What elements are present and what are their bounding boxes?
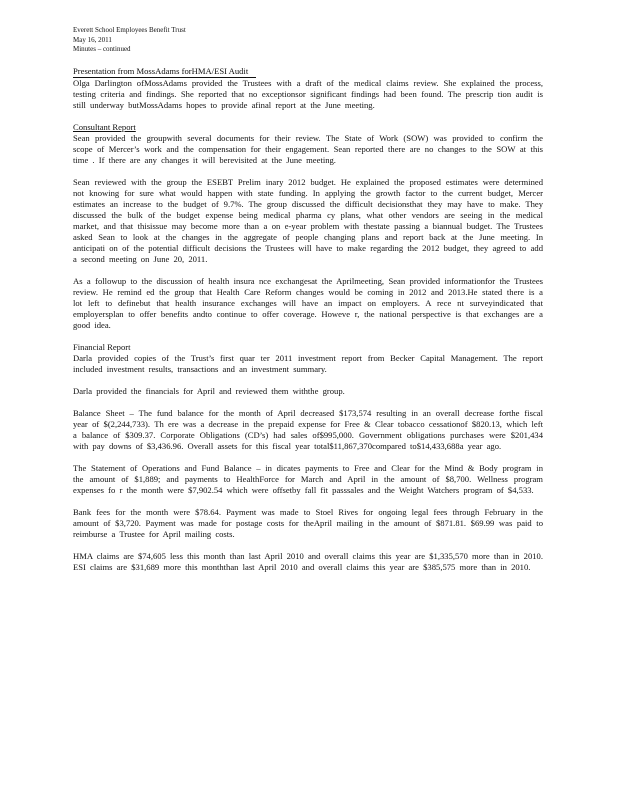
section-title-financial: Financial Report: [73, 341, 131, 352]
document-page: [73, 26, 543, 573]
section-audit-presentation: [73, 66, 543, 111]
header-date: May 16, 2011: [73, 35, 112, 44]
paragraph: Darla provided copies of the Trust’s first quar ter 2011 investment report from Becker Capital Management. The report included investment results, transactions and an investment summary.: [73, 352, 543, 374]
paragraph: The Statement of Operations and Fund Balance – in dicates payments to Free and Clear for the Mind & Body program in the amount of $1,889; and payments to HealthForce for March and April in the amount of $8,700. Wellness program expenses fo r the month were $7,902.54 which were offsetby fall fit passsales and the Weight Watchers program of $4,533.: [73, 462, 543, 495]
paragraph: Olga Darlington ofMossAdams provided the Trustees with a draft of the medical claims review. She explained the process, testing criteria and findings. She reported that no exceptionsor significant findings had been found. The prescrip tion audit is still underway butMossAdams hopes to provide afinal report at the June meeting.: [73, 77, 543, 110]
section-financial-report: [73, 342, 543, 573]
header-minutes-continued: Minutes – continued: [73, 45, 131, 53]
section-consultant-report: [73, 122, 543, 331]
section-title-consultant: Consultant Report: [73, 121, 136, 132]
paragraph: Sean reviewed with the group the ESEBT Prelim inary 2012 budget. He explained the proposed estimates were determined not knowing for sure what would happen with state funding. In applying the growth factor to the current budget, Mercer estimates an increase to the budget of 9.7%. The group discussed the difficult decisionsthat they may have to make. They discussed the bulk of the budget expense being medical pharma cy plans, what other vendors are seeing in the medical market, and that thisissue may become more than a on e-year problem with thestate passing a biannual budget. The Trustees asked Sean to look at the changes in the aggregate of people changing plans and report back at the June meeting. In anticipati on of the potential difficult decisions the Trustees will have to make regarding the 2012 budget, they agreed to add a second meeting on June 20, 2011.: [73, 176, 543, 264]
paragraph: Bank fees for the month were $78.64. Payment was made to Stoel Rives for ongoing legal fees through February in the amount of $3,720. Payment was made for postage costs for theApril mailing in the amount of $871.81. $69.99 was paid to reimburse a Trustee for April mailing costs.: [73, 506, 543, 539]
document-header: [73, 26, 543, 55]
paragraph: Balance Sheet – The fund balance for the month of April decreased $173,574 resulting in an overall decrease forthe fiscal year of $(2,244,733). Th ere was a decrease in the prepaid expense for Free & Clear tobacco cessationof $820.13, which left a balance of $309.37. Corporate Obligations (CD’s) had sales of$995,000. Government obligations purchases were $201,434 with pay downs of $3,436.96. Overall assets for this fiscal year total$11,867,370compared to$14,433,688a year ago.: [73, 407, 543, 451]
section-title-audit: [73, 66, 256, 78]
header-trust-name: Everett School Employees Benefit Trust: [73, 26, 186, 34]
paragraph: HMA claims are $74,605 less this month than last April 2010 and overall claims this year are $1,335,570 more than in 2010. ESI claims are $31,689 more this monththan last April 2010 and overall claims this year are $385,575 more than in 2010.: [73, 550, 543, 572]
paragraph: Darla provided the financials for April and reviewed them withthe group.: [73, 385, 345, 396]
section-title-text: Presentation from MossAdams forHMA/ESI Audit: [73, 65, 249, 76]
paragraph: As a followup to the discussion of health insura nce exchangesat the Aprilmeeting, Sean provided informationfor the Trustees review. He remind ed the group that Health Care Reform changes would be coming in 2012 and 2013.He stated there is a lot left to definebut that health insurance exchanges will have an impact on employers. A rece nt surveyindicated that employersplan to offer benefits andto continue to offer coverage. Howeve r, the national perspective is that exchanges are a good idea.: [73, 275, 543, 330]
paragraph: Sean provided the groupwith several documents for their review. The State of Work (SOW) was provided to confirm the scope of Mercer’s work and the compensation for their engagement. Sean reported there are no changes to the SOW at this time . If there are any changes it will berevisited at the June meeting.: [73, 132, 543, 165]
